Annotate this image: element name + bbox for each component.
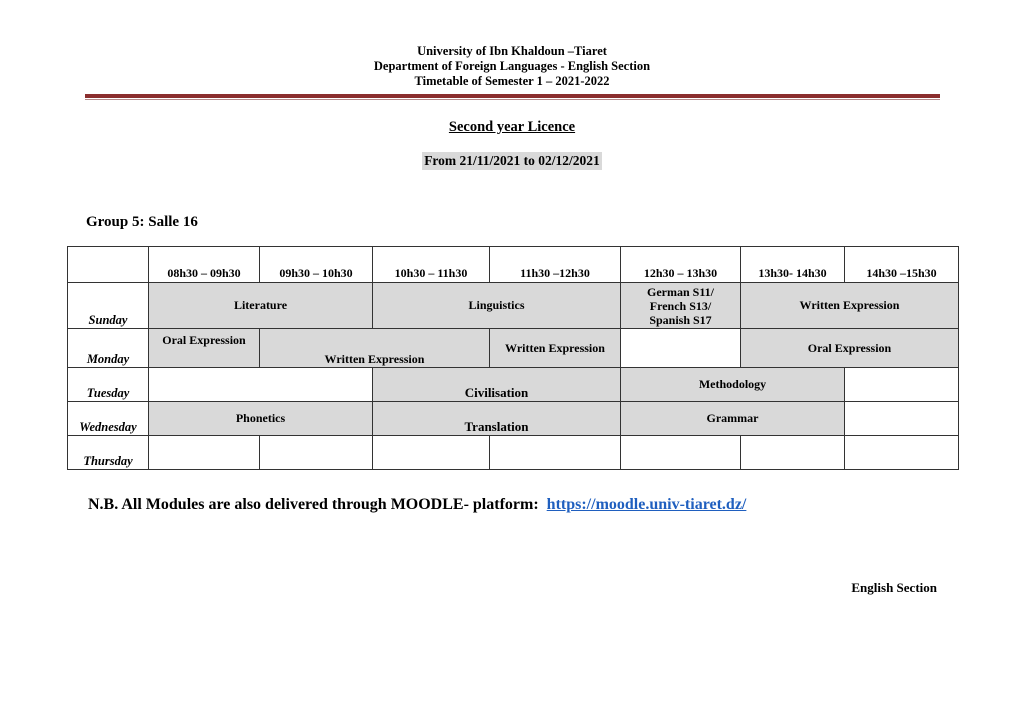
day-label: Sunday	[68, 283, 149, 329]
empty-slot	[373, 436, 490, 470]
day-label: Monday	[68, 329, 149, 368]
session-languages-line: French S13/	[649, 298, 712, 313]
day-row-wednesday	[68, 402, 959, 436]
empty-slot	[621, 436, 741, 470]
day-label: Thursday	[68, 436, 149, 470]
session-languages	[621, 283, 741, 329]
department-name: Department of Foreign Languages - English Section	[373, 59, 651, 73]
day-row-thursday	[68, 436, 959, 470]
empty-slot	[845, 436, 959, 470]
session-methodology: Methodology	[621, 368, 845, 402]
session-languages-line: Spanish S17	[649, 312, 712, 327]
moodle-note	[88, 496, 746, 514]
header-rule	[85, 94, 940, 98]
time-slot: 14h30 –15h30	[845, 247, 959, 283]
session-linguistics: Linguistics	[373, 283, 621, 329]
day-row-tuesday	[68, 368, 959, 402]
session-translation: Translation	[373, 402, 621, 436]
day-row-sunday	[68, 283, 959, 329]
session-oral-expression: Oral Expression	[149, 329, 260, 368]
empty-slot	[621, 329, 741, 368]
document-header	[0, 44, 1024, 89]
group-label: Group 5: Salle 16	[86, 214, 198, 230]
time-slot: 10h30 – 11h30	[373, 247, 490, 283]
time-header-row	[68, 247, 959, 283]
session-phonetics: Phonetics	[149, 402, 373, 436]
moodle-note-text: N.B. All Modules are also delivered through MOODLE- platform:	[88, 496, 539, 513]
university-name: University of Ibn Khaldoun –Tiaret	[417, 44, 607, 58]
empty-slot	[741, 436, 845, 470]
header-rule-thin	[85, 99, 940, 100]
day-row-monday	[68, 329, 959, 368]
session-written-expression: Written Expression	[741, 283, 959, 329]
session-civilisation: Civilisation	[373, 368, 621, 402]
empty-slot	[845, 402, 959, 436]
date-range-wrap	[0, 152, 1024, 170]
time-slot: 08h30 – 09h30	[149, 247, 260, 283]
empty-slot	[490, 436, 621, 470]
time-slot: 12h30 – 13h30	[621, 247, 741, 283]
semester-title: Timetable of Semester 1 – 2021-2022	[414, 74, 610, 88]
session-literature: Literature	[149, 283, 373, 329]
timetable	[67, 246, 959, 470]
footer-signature: English Section	[851, 580, 937, 595]
empty-slot	[149, 436, 260, 470]
time-slot: 11h30 –12h30	[490, 247, 621, 283]
moodle-link[interactable]: https://moodle.univ-tiaret.dz/	[546, 496, 747, 513]
corner-cell	[68, 247, 149, 283]
session-written-expression: Written Expression	[490, 329, 621, 368]
time-slot: 09h30 – 10h30	[260, 247, 373, 283]
session-grammar: Grammar	[621, 402, 845, 436]
day-label: Tuesday	[68, 368, 149, 402]
empty-slot	[149, 368, 373, 402]
empty-slot	[845, 368, 959, 402]
day-label: Wednesday	[68, 402, 149, 436]
session-languages-line: German S11/	[646, 284, 714, 299]
page-title: Second year Licence	[448, 119, 576, 135]
session-written-expression: Written Expression	[260, 329, 490, 368]
session-oral-expression: Oral Expression	[741, 329, 959, 368]
date-range: From 21/11/2021 to 02/12/2021	[424, 153, 600, 168]
time-slot: 13h30- 14h30	[741, 247, 845, 283]
empty-slot	[260, 436, 373, 470]
